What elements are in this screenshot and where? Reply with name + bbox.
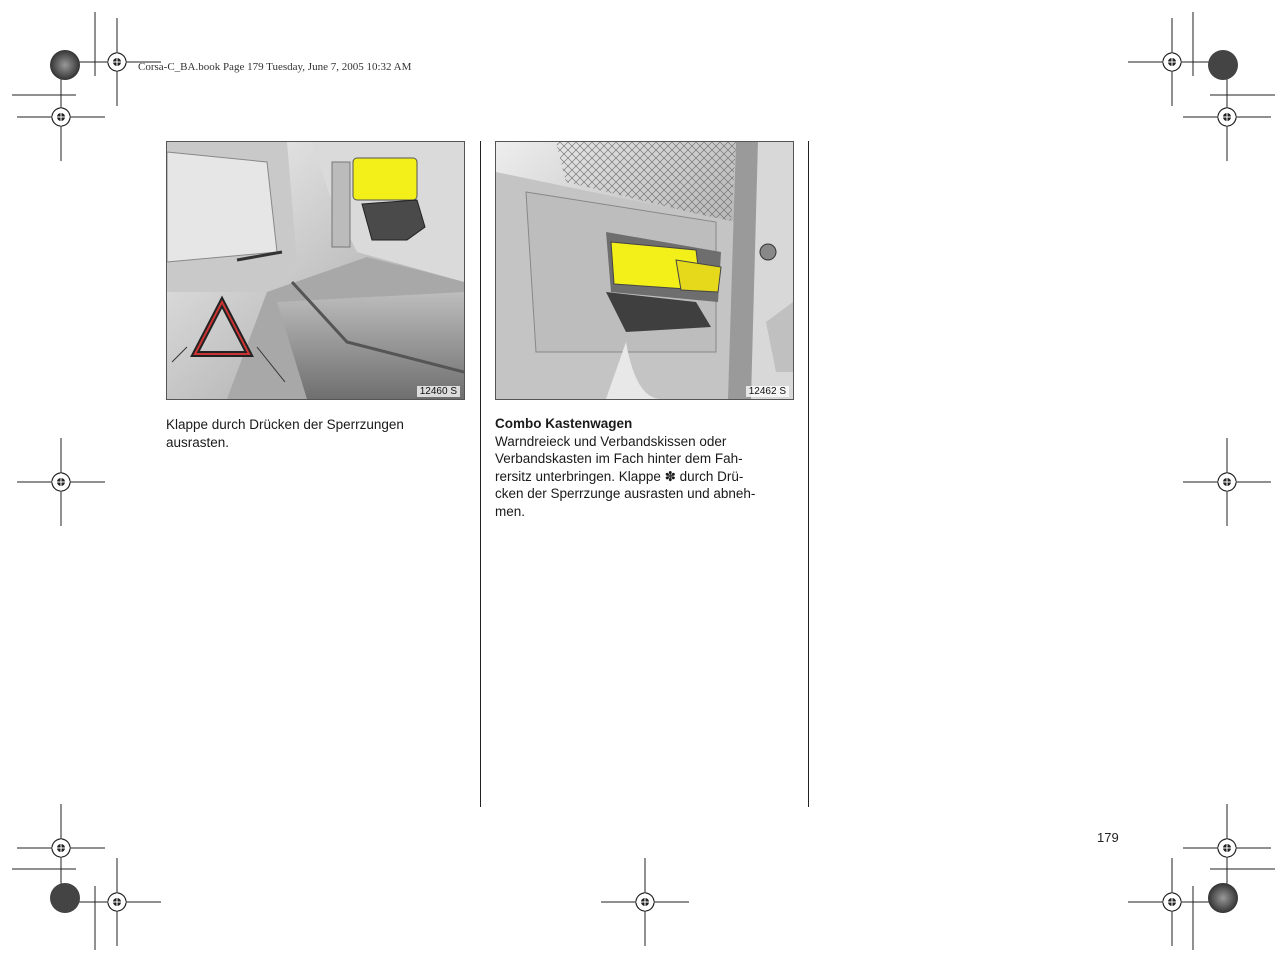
text-line: cken der Sperrzunge ausrasten und abneh- bbox=[495, 486, 756, 501]
right-body-text bbox=[495, 415, 800, 520]
print-header: Corsa-C_BA.book Page 179 Tuesday, June 7, 2005 10:32 AM bbox=[138, 61, 412, 73]
illustration-compartment bbox=[496, 142, 793, 399]
page-number: 179 bbox=[1097, 830, 1119, 845]
highlight-box bbox=[353, 158, 417, 200]
text-line: rersitz unterbringen. Klappe ✽ durch Drü- bbox=[495, 468, 744, 484]
column-divider bbox=[808, 141, 809, 807]
figure-label: 12460 S bbox=[417, 386, 460, 397]
figure-trunk-triangle bbox=[166, 141, 465, 400]
column-divider bbox=[480, 141, 481, 807]
text-line: men. bbox=[495, 503, 526, 519]
illustration-trunk bbox=[167, 142, 464, 399]
text-line: Verbandskasten im Fach hinter dem Fah- bbox=[495, 451, 743, 466]
figure-label: 12462 S bbox=[746, 386, 789, 397]
text-line: ausrasten. bbox=[166, 434, 230, 450]
text-line: Klappe durch Drücken der Sperrzungen bbox=[166, 417, 404, 432]
left-body-text bbox=[166, 416, 466, 451]
text-line: Warndreieck und Verbandskissen oder bbox=[495, 433, 727, 449]
section-heading: Combo Kastenwagen bbox=[495, 416, 633, 431]
figure-compartment-behind-seat bbox=[495, 141, 794, 400]
